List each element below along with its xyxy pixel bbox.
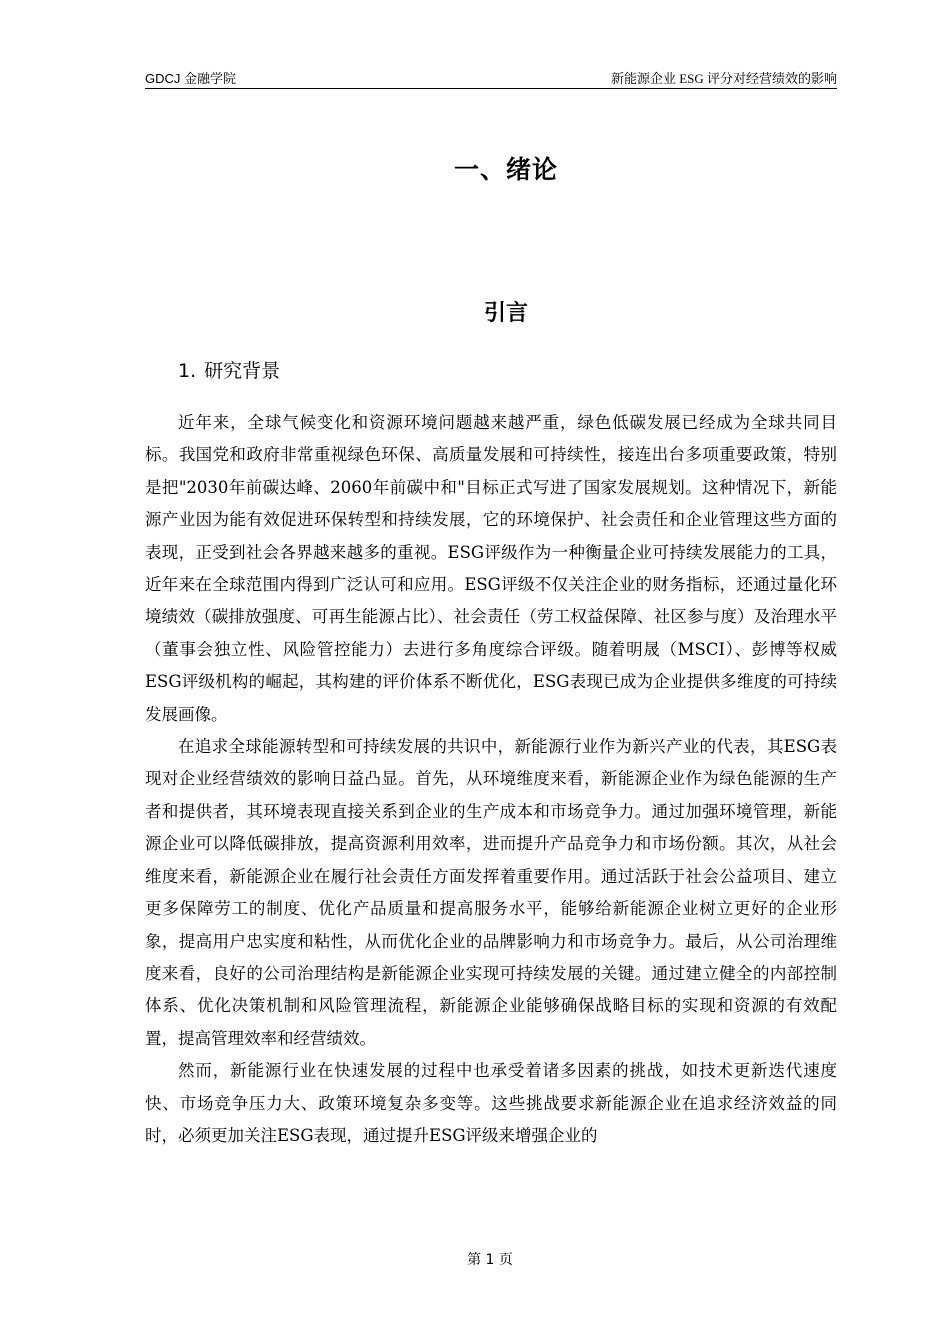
paragraph-1: 近年来，全球气候变化和资源环境问题越来越严重，绿色低碳发展已经成为全球共同目标。我国党和政府非常重视绿色环保、高质量发展和可持续性，接连出台多项重要政策，特别是把"2030年前碳达峰、2060年前碳中和"目标正式写进了国家发展规划。这种情况下，新能源产业因为能有效促进环保转型和持续发展，它的环境保护、社会责任和企业管理这些方面的表现，正受到社会各界越来越多的重视。ESG评级作为一种衡量企业可持续发展能力的工具，近年来在全球范围内得到广泛认可和应用。ESG评级不仅关注企业的财务指标，还通过量化环境绩效（碳排放强度、可再生能源占比）、社会责任（劳工权益保障、社区参与度）及治理水平（董事会独立性、风险管控能力）去进行多角度综合评级。随着明晟（MSCI）、彭博等权威ESG评级机构的崛起，其构建的评价体系不断优化，ESG表现已成为企业提供多维度的可持续发展画像。 [145,413,837,724]
header-institution: GDCJ 金融学院 [145,71,237,86]
subsection-heading [178,356,280,383]
subsection-number: 1. [178,360,197,382]
page-header [145,66,837,89]
section-title: 引言 [483,301,528,326]
page-number: 第 1 页 [467,1252,513,1268]
paragraph-3: 然而，新能源行业在快速发展的过程中也承受着诸多因素的挑战，如技术更新迭代速度快、市场竞争压力大、政策环境复杂多变等。这些挑战要求新能源企业在追求经济效益的同时，必须更加关注ESG表现，通过提升ESG评级来增强企业的 [145,1061,837,1145]
chapter-title: 一、绪论 [453,155,558,184]
body-text [145,407,837,1152]
subsection-title: 研究背景 [204,360,281,382]
header-document-title: 新能源企业 ESG 评分对经营绩效的影响 [610,71,837,86]
paragraph-2: 在追求全球能源转型和可持续发展的共识中，新能源行业作为新兴产业的代表，其ESG表现对企业经营绩效的影响日益凸显。首先，从环境维度来看，新能源企业作为绿色能源的生产者和提供者，其环境表现直接关系到企业的生产成本和市场竞争力。通过加强环境管理，新能源企业可以降低碳排放，提高资源利用效率，进而提升产品竞争力和市场份额。其次，从社会维度来看，新能源企业在履行社会责任方面发挥着重要作用。通过活跃于社会公益项目、建立更多保障劳工的制度、优化产品质量和提高服务水平，能够给新能源企业树立更好的企业形象，提高用户忠实度和粘性，从而优化企业的品牌影响力和市场竞争力。最后，从公司治理维度来看，良好的公司治理结构是新能源企业实现可持续发展的关键。通过建立健全的内部控制体系、优化决策机制和风险管理流程，新能源企业能够确保战略目标的实现和资源的有效配置，提高管理效率和经营绩效。 [145,737,837,1048]
